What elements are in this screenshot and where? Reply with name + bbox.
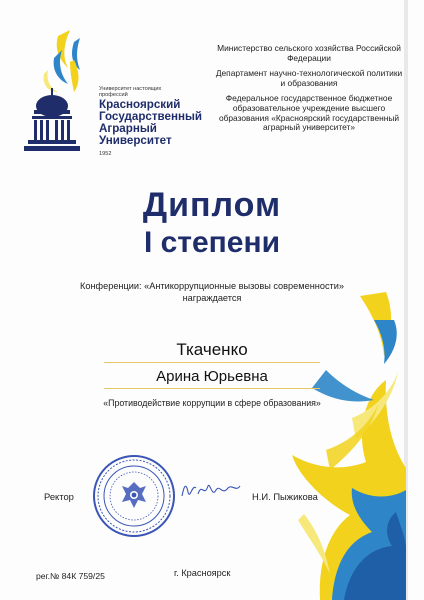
awarded-label: награждается bbox=[182, 293, 242, 303]
conference-name: Конференции: «Антикоррупционные вызовы современности» bbox=[80, 281, 344, 291]
rector-label: Ректор bbox=[44, 491, 74, 502]
rector-name: Н.И. Пыжикова bbox=[252, 491, 318, 502]
ministry-name: Министерство сельского хозяйства Российской Федерации bbox=[217, 43, 401, 63]
paper-topic: «Противодействие коррупции в сфере образования» bbox=[103, 398, 321, 408]
city-label: г. Красноярск bbox=[174, 568, 231, 578]
diploma-degree: I степени bbox=[143, 226, 281, 259]
university-year: 1952 bbox=[99, 151, 112, 157]
divider bbox=[104, 388, 320, 389]
university-name-line: Красноярский bbox=[99, 98, 181, 111]
recipient-given-names: Арина Юрьевна bbox=[156, 368, 268, 385]
divider bbox=[104, 362, 320, 363]
official-seal-icon bbox=[92, 454, 176, 538]
diploma-title: Диплом bbox=[142, 186, 282, 224]
university-name bbox=[99, 99, 209, 147]
university-tagline: Университет настоящих профессий bbox=[99, 86, 162, 99]
institution-name: Федеральное государственное бюджетное образовательное учреждение высшего образования «Красноярский государственный аграрный университет» bbox=[218, 93, 400, 133]
conference-block bbox=[40, 280, 384, 304]
department-name: Департамент научно-технологической политики и образования bbox=[215, 68, 403, 88]
university-name-line: Аграрный bbox=[99, 122, 157, 135]
university-name-line: Университет bbox=[99, 134, 172, 147]
recipient-surname: Ткаченко bbox=[176, 340, 248, 359]
university-dome-flame-icon bbox=[18, 30, 98, 160]
registration-number: рег.№ 84К 759/25 bbox=[36, 571, 105, 581]
university-name-line: Государственный bbox=[99, 110, 203, 123]
handwritten-signature-icon bbox=[178, 476, 244, 506]
ministry-header bbox=[214, 44, 404, 139]
